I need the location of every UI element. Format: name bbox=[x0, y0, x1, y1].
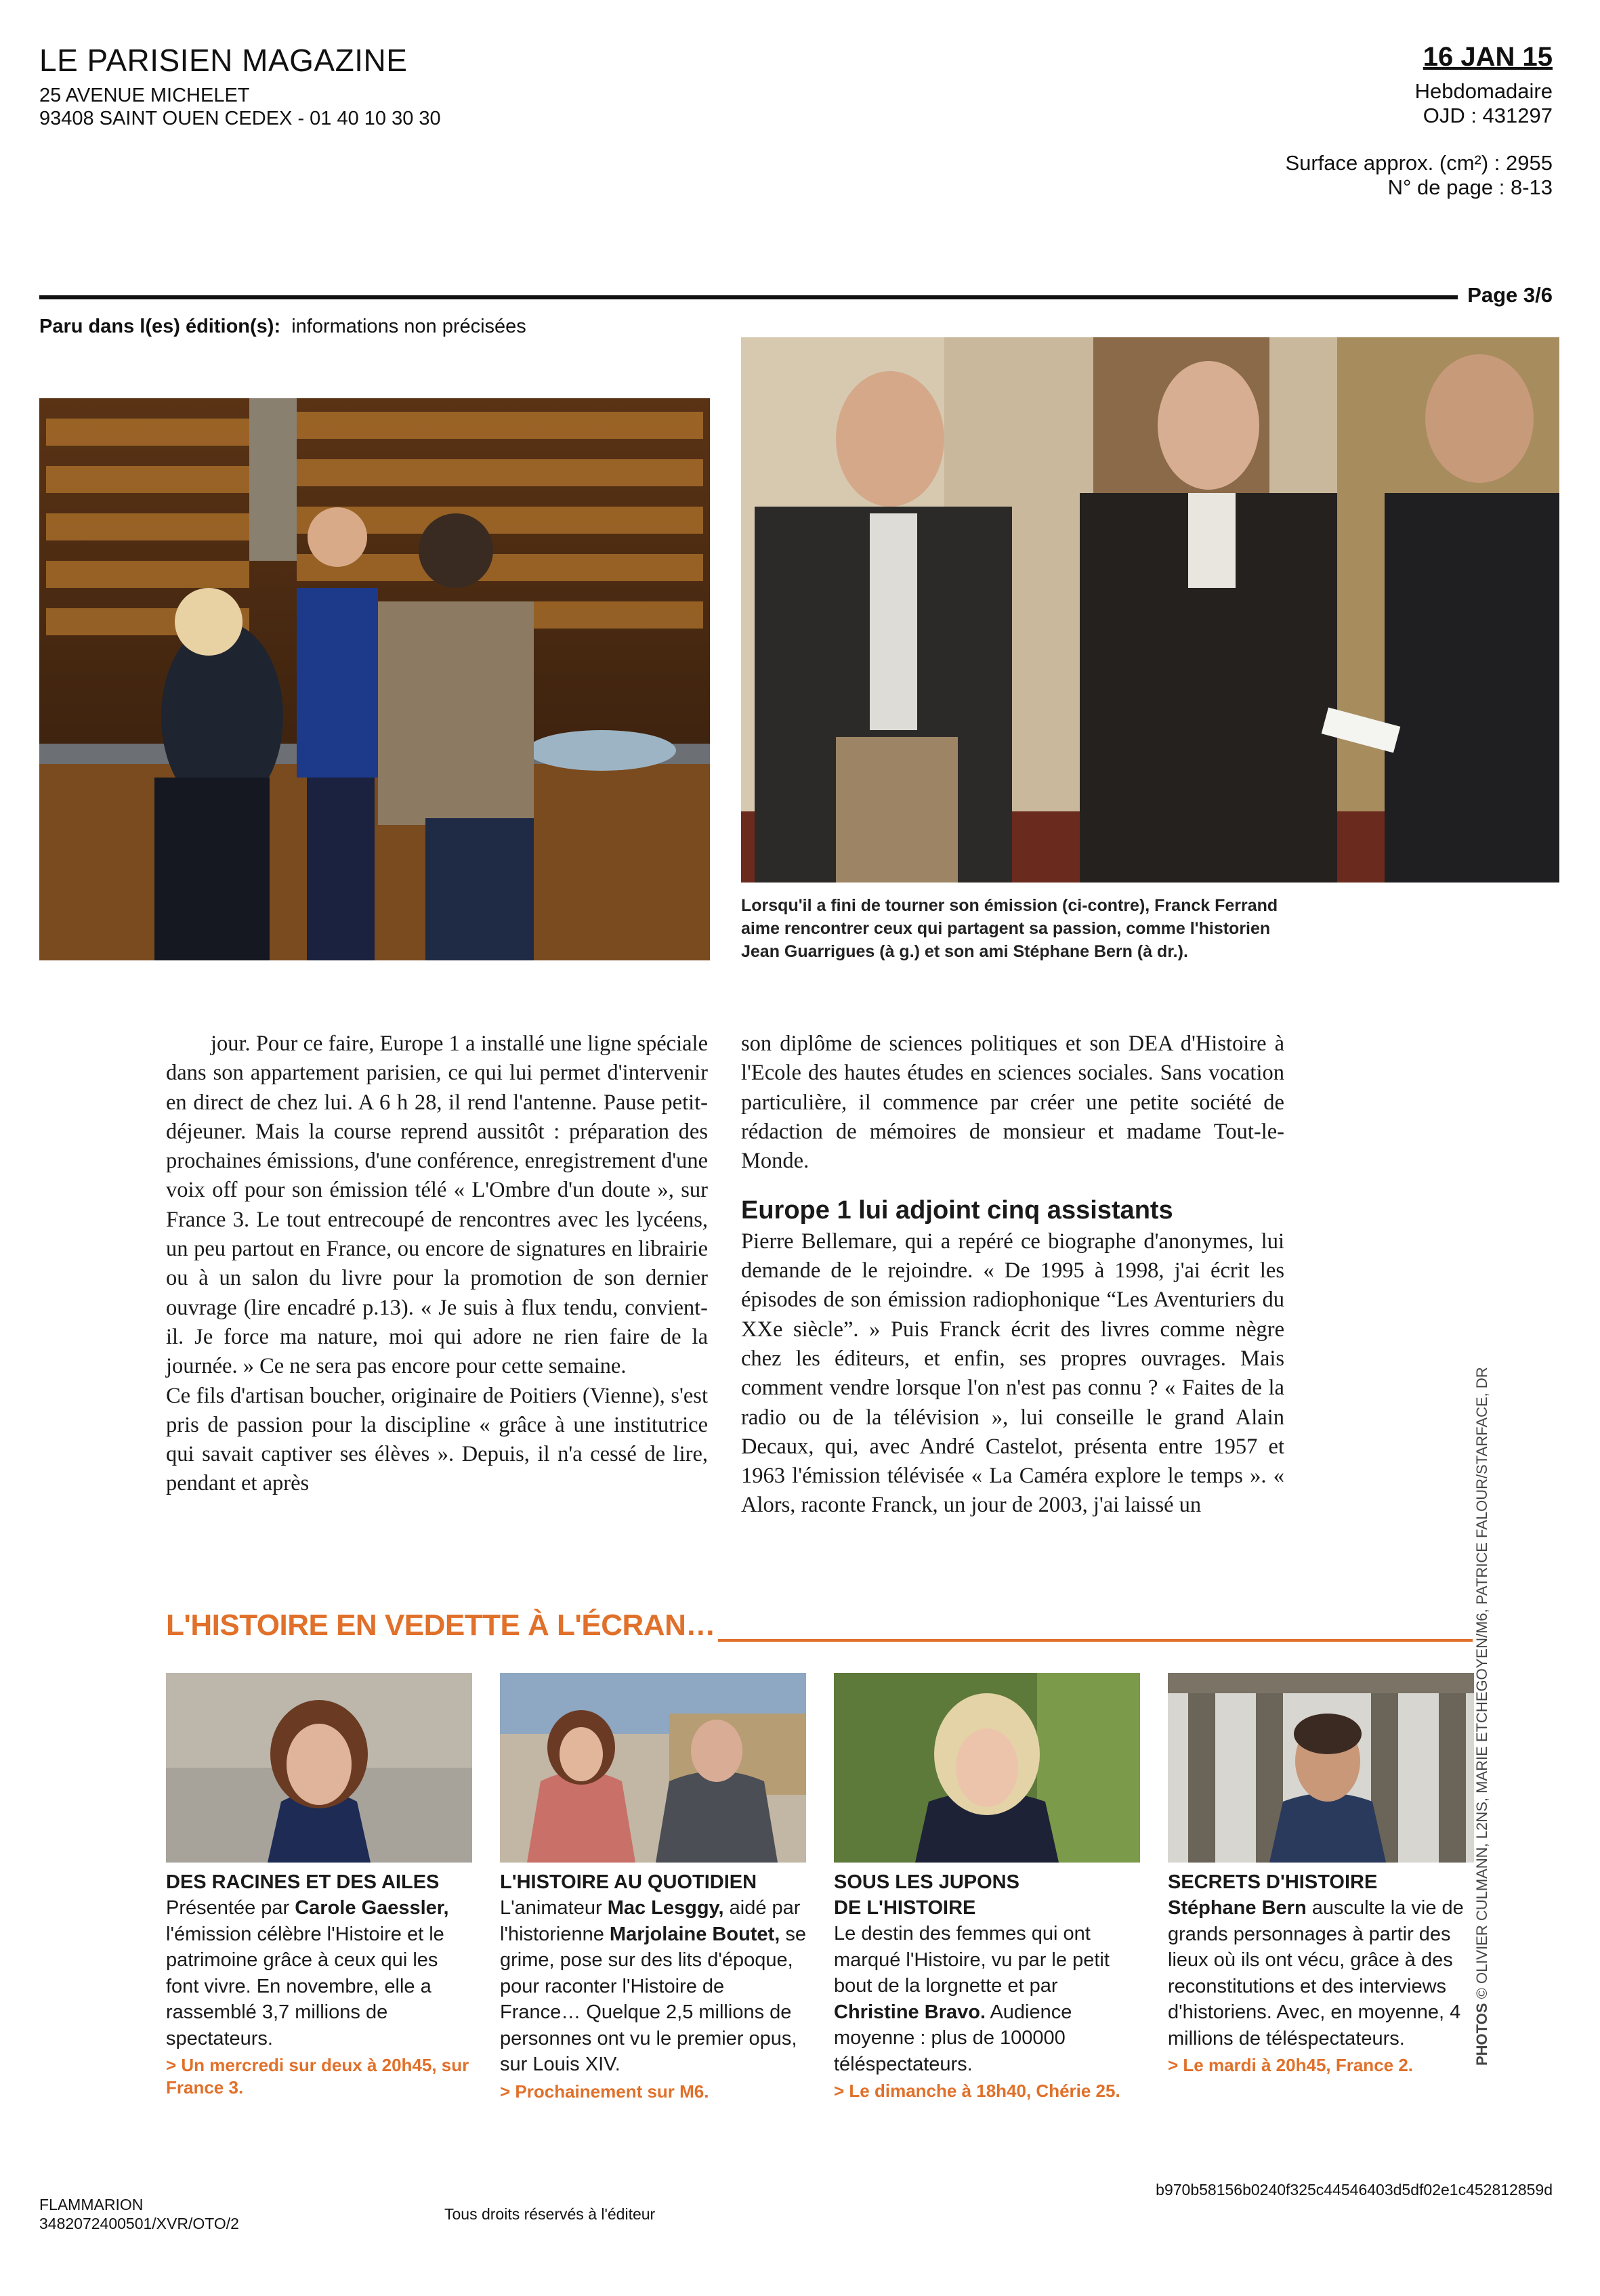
photo-library-studio bbox=[39, 398, 710, 960]
card-schedule: > Le mardi à 20h45, France 2. bbox=[1168, 2055, 1414, 2075]
caption-line: Jean Guarrigues (à g.) et son ami Stéphane Bern (à dr.). bbox=[741, 942, 1188, 961]
card-secrets-histoire bbox=[1168, 1869, 1474, 2077]
article-column-2 bbox=[741, 1029, 1284, 1521]
footer-rights: Tous droits réservés à l'éditeur bbox=[444, 2205, 656, 2223]
caption-line: aime rencontrer ceux qui partagent sa passion, comme l'historien bbox=[741, 919, 1271, 938]
card-photo-image bbox=[500, 1673, 806, 1863]
card-schedule: > Prochainement sur M6. bbox=[500, 2081, 709, 2102]
ojd: OJD : 431297 bbox=[1423, 104, 1553, 127]
footer-code: 3482072400501/XVR/OTO/2 bbox=[39, 2215, 239, 2232]
address-line-1: 25 AVENUE MICHELET bbox=[39, 85, 250, 106]
card-body: Stéphane Bern ausculte la vie de grands personnages à partir des lieux où ils ont vécu, grâce à des reconstitutions et des interviews d'historiens. Avec, en moyenne, 4 millions de téléspectateurs. bbox=[1168, 1897, 1464, 2049]
footer-company: FLAMMARION bbox=[39, 2196, 144, 2213]
card-body: L'animateur Mac Lesggy, aidé par l'historienne Marjolaine Boutet, se grime, pose sur des lits d'époque, pour raconter l'Histoire de France… Quelque 2,5 millions de personnes ont vu le premier opus, sur Louis XIV. bbox=[500, 1897, 806, 2075]
card-body: Présentée par Carole Gaessler, l'émission célèbre l'Histoire et le patrimoine grâce à ceux qui les font vivre. En novembre, elle a rassemblé 3,7 millions de spectateurs. bbox=[166, 1897, 449, 2049]
edition-info bbox=[39, 316, 526, 338]
card-title: DE L'HISTOIRE bbox=[834, 1897, 976, 1919]
photo-credit: PHOTOS © OLIVIER CULMANN, L2NS, MARIE ETCHEGOYEN/M6, PATRICE FALOUR/STARFACE, DR bbox=[1473, 1367, 1490, 2066]
strip-title: L'HISTOIRE EN VEDETTE À L'ÉCRAN… bbox=[166, 1609, 715, 1642]
article-paragraph: jour. Pour ce faire, Europe 1 a installé une ligne spéciale dans son appartement parisien, ce qui lui permet d'intervenir en direct de chez lui. A 6 h 28, il rend l'antenne. Pause petit-déjeuner. Mais la course reprend aussitôt : préparation des prochaines émissions, d'une conférence, enregistrement d'une voix off pour son émission télé « L'Ombre d'un doute », sur France 3. Le tout entrecoupé de rencontres avec les lycéens, un peu partout en France, ou encore de signatures en librairie ou à un salon du livre pour la promotion de son dernier ouvrage (lire encadré p.13). « Je suis à flux tendu, convient-il. Je force ma nature, moi qui adore ne rien faire de la journée. » Ce ne sera pas encore pour cette semaine. bbox=[166, 1032, 708, 1379]
strip-rule bbox=[718, 1639, 1473, 1642]
card-photo-image bbox=[1168, 1673, 1474, 1863]
edition-label: Paru dans l(es) édition(s): bbox=[39, 316, 281, 337]
photo-library-studio-image bbox=[39, 398, 710, 960]
frequency: Hebdomadaire bbox=[1414, 79, 1553, 103]
card-schedule: > Le dimanche à 18h40, Chérie 25. bbox=[834, 2081, 1120, 2101]
card-photo-carole-gaessler bbox=[166, 1673, 472, 1863]
card-photo-mac-lesggy bbox=[500, 1673, 806, 1863]
article-column-1 bbox=[166, 1029, 708, 1499]
publication-name: LE PARISIEN MAGAZINE bbox=[39, 43, 408, 78]
address-line-2: 93408 SAINT OUEN CEDEX - 01 40 10 30 30 bbox=[39, 108, 441, 129]
page-range: N° de page : 8-13 bbox=[1387, 175, 1553, 199]
card-photo-image bbox=[166, 1673, 472, 1863]
photo-three-men bbox=[741, 337, 1559, 883]
article-paragraph: Pierre Bellemare, qui a repéré ce biographe d'anonymes, lui demande de le rejoindre. « De 1995 à 1998, j'ai écrit les épisodes de son émission radiophonique “Les Aventuriers du XXe siècle”. » Puis Franck écrit des livres comme nègre chez les éditeurs, et enfin, ses propres ouvrages. Mais comment vendre lorsque l'on n'est pas connu ? « Faites de la radio ou de la télévision », lui conseille le grand Alain Decaux, qui, avec André Castelot, présenta entre 1957 et 1963 l'émission télévisée « La Caméra explore le temps ». « Alors, raconte Franck, un jour de 2003, j'ai laissé un bbox=[741, 1229, 1284, 1518]
card-photo-image bbox=[834, 1673, 1140, 1863]
card-title: SECRETS D'HISTOIRE bbox=[1168, 1871, 1378, 1893]
card-schedule: > Un mercredi sur deux à 20h45, sur France 3. bbox=[166, 2055, 469, 2098]
issue-date: 16 JAN 15 bbox=[1423, 42, 1553, 72]
card-sous-les-jupons bbox=[834, 1869, 1140, 2102]
footer-hash: b970b58156b0240f325c44546403d5df02e1c452812859d bbox=[1156, 2181, 1553, 2198]
card-body: Le destin des femmes qui ont marqué l'Histoire, vu par le petit bout de la lorgnette et par Christine Bravo. Audience moyenne : plus de 100000 téléspectateurs. bbox=[834, 1923, 1110, 2075]
article-paragraph: Ce fils d'artisan boucher, originaire de Poitiers (Vienne), s'est pris de passion pour la discipline « grâce à une institutrice qui savait captiver ses élèves ». Depuis, il n'a cessé de lire, pendant et après bbox=[166, 1383, 708, 1496]
card-title: SOUS LES JUPONS bbox=[834, 1871, 1019, 1893]
card-photo-christine-bravo bbox=[834, 1673, 1140, 1863]
card-photo-stephane-bern bbox=[1168, 1673, 1474, 1863]
caption-line: Lorsqu'il a fini de tourner son émission (ci-contre), Franck Ferrand bbox=[741, 896, 1278, 915]
article-paragraph: son diplôme de sciences politiques et son DEA d'Histoire à l'Ecole des hautes études en sciences sociales. Sans vocation particulière, il commence par créer une petite société de rédaction de mémoires de monsieur et madame Tout-le-Monde. bbox=[741, 1032, 1284, 1174]
card-title: L'HISTOIRE AU QUOTIDIEN bbox=[500, 1871, 757, 1893]
photo-three-men-image bbox=[741, 337, 1559, 883]
article-subhead: Europe 1 lui adjoint cinq assistants bbox=[741, 1196, 1173, 1225]
card-histoire-quotidien bbox=[500, 1869, 806, 2103]
surface: Surface approx. (cm²) : 2955 bbox=[1285, 151, 1553, 175]
header-rule bbox=[39, 295, 1460, 299]
card-title: DES RACINES ET DES AILES bbox=[166, 1871, 440, 1893]
card-des-racines bbox=[166, 1869, 472, 2099]
photo-caption bbox=[741, 894, 1540, 963]
edition-value: informations non précisées bbox=[291, 316, 526, 337]
page-number: Page 3/6 bbox=[1458, 283, 1553, 307]
